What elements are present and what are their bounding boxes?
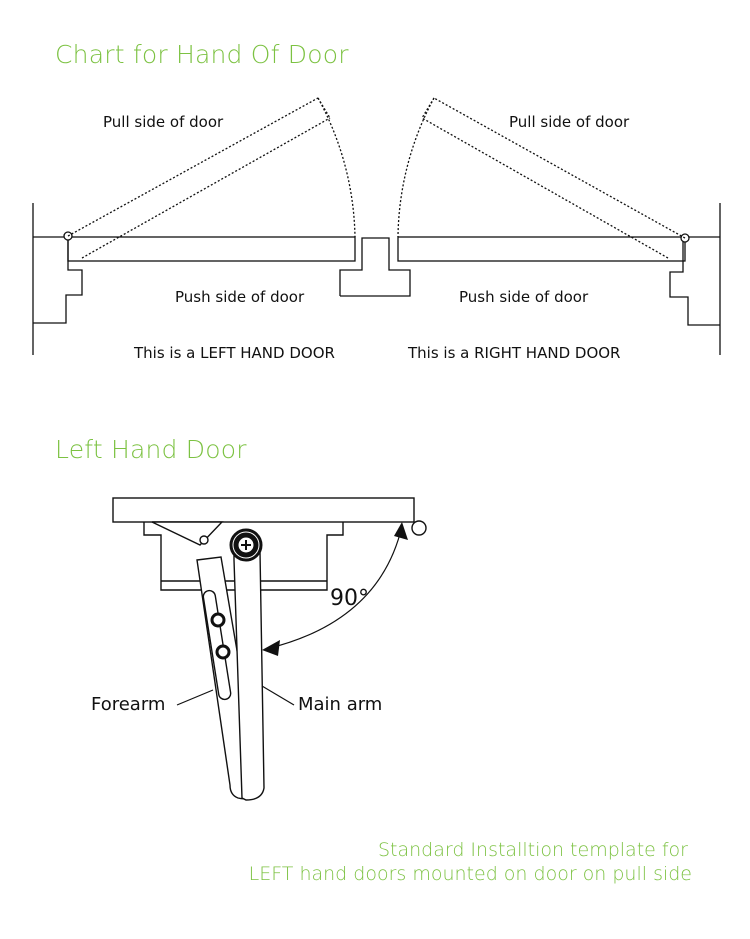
left-door-drawing xyxy=(33,98,355,355)
main-arm-label: Main arm xyxy=(298,694,383,715)
center-stop xyxy=(340,238,410,296)
angle-label: 90° xyxy=(330,586,369,611)
right-hand-caption: This is a RIGHT HAND DOOR xyxy=(408,344,621,362)
right-pull-side-label: Pull side of door xyxy=(509,113,630,131)
chart-heading: Chart for Hand Of Door xyxy=(55,40,349,69)
left-hand-caption: This is a LEFT HAND DOOR xyxy=(134,344,335,362)
right-push-side-label: Push side of door xyxy=(459,288,589,306)
left-push-side-label: Push side of door xyxy=(175,288,305,306)
footer-line-1: Standard Installtion template for xyxy=(377,839,688,861)
left-hand-door-heading: Left Hand Door xyxy=(55,435,247,464)
door-closer-drawing xyxy=(113,498,426,800)
footer-line-2: LEFT hand doors mounted on door on pull side xyxy=(248,863,692,885)
left-pull-side-label: Pull side of door xyxy=(103,113,224,131)
forearm-label: Forearm xyxy=(91,694,166,715)
right-door-drawing xyxy=(398,98,720,355)
